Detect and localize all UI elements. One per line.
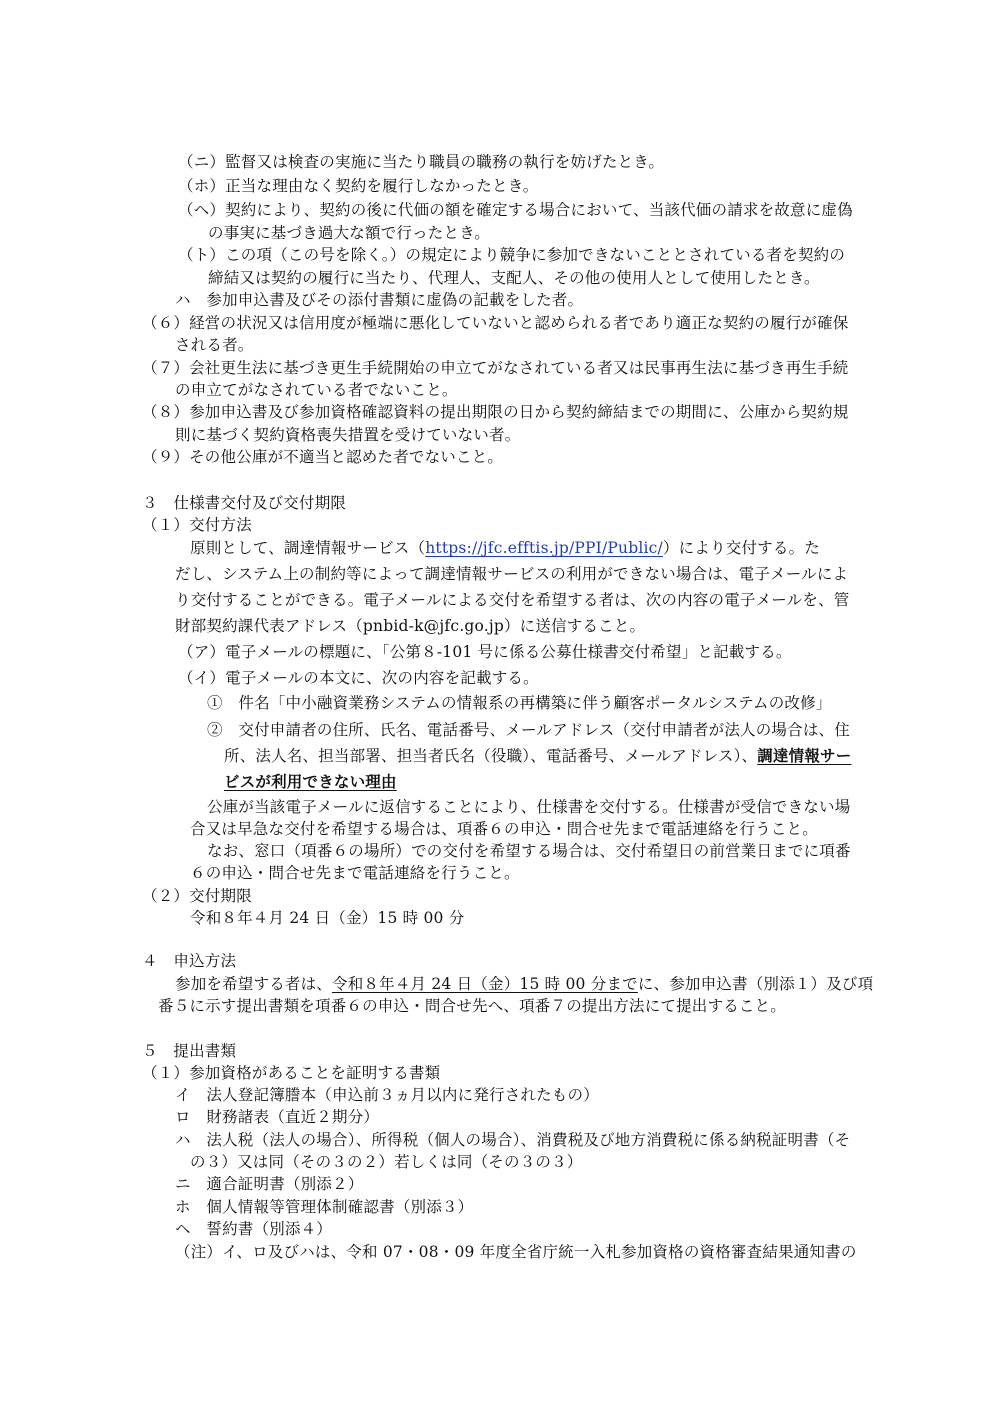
text-line: される者。 — [175, 336, 254, 354]
list-item: ニ 適合証明書（別添２） — [175, 1175, 364, 1193]
text-line: 公庫が当該電子メールに返信することにより、仕様書を交付する。仕様書が受信できない場 — [207, 798, 851, 816]
text-line: （ニ）監督又は検査の実施に当たり職員の職務の執行を妨げたとき。 — [178, 153, 665, 171]
text-line: ハ 参加申込書及びその添付書類に虚偽の記載をした者。 — [175, 291, 584, 309]
text-line: （ヘ）契約により、契約の後に代価の額を確定する場合において、当該代価の請求を故意に虚偽 — [178, 201, 853, 219]
text-line: 合又は早急な交付を希望する場合は、項番６の申込・問合せ先まで電話連絡を行うこと。 — [190, 820, 819, 838]
text-line: （ト）この項（この号を除く。）の規定により競争に参加できないこととされている者を契約の — [178, 246, 846, 264]
text-segment: 参加を希望する者は、 — [175, 975, 333, 993]
text-line — [224, 745, 851, 767]
text-line: だし、システム上の制約等によって調達情報サービスの利用ができない場合は、電子メールによ — [175, 565, 849, 583]
text-line: （８）参加申込書及び参加資格確認資料の提出期限の日から契約締結までの期間に、公庫から契約規 — [142, 403, 849, 421]
text-segment: ）により交付する。た — [662, 539, 820, 557]
text-line — [175, 973, 873, 995]
text-line: ① 件名「中小融資業務システムの情報系の再構築に伴う顧客ポータルシステムの改修」 — [207, 694, 832, 712]
list-item: イ 法人登記簿謄本（申込前３ヵ月以内に発行されたもの） — [175, 1086, 599, 1104]
note-line: （注）イ、ロ及びハは、令和 07・08・09 年度全省庁統一入札参加資格の資格審査結果通知書の — [175, 1243, 857, 1261]
text-line: 締結又は契約の履行に当たり、代理人、支配人、その他の使用人として使用したとき。 — [208, 269, 820, 287]
section-heading: ３ 仕様書交付及び交付期限 — [142, 494, 347, 512]
list-item: ヘ 誓約書（別添４） — [175, 1220, 333, 1238]
text-line: なお、窓口（項番６の場所）での交付を希望する場合は、交付希望日の前営業日までに項番 — [207, 842, 851, 860]
procurement-service-link[interactable]: https://jfc.efftis.jp/PPI/Public/ — [425, 539, 663, 557]
section-heading: ４ 申込方法 — [142, 952, 237, 970]
text-line: （７）会社更生法に基づき更生手続開始の申立てがなされている者又は民事再生法に基づき再生手続 — [142, 359, 849, 377]
underlined-text: ビスが利用できない理由 — [224, 772, 397, 791]
list-item: ハ 法人税（法人の場合）、所得税（個人の場合）、消費税及び地方消費税に係る納税証明書（そ — [175, 1131, 851, 1149]
text-line: （９）その他公庫が不適当と認めた者でないこと。 — [142, 448, 504, 466]
text-line — [190, 537, 820, 559]
text-line: ６の申込・問合せ先まで電話連絡を行うこと。 — [190, 864, 520, 882]
text-line: 令和８年４月 24 日（金）15 時 00 分 — [190, 909, 465, 927]
underlined-text: 令和８年４月 24 日（金）15 時 00 分まで — [332, 975, 638, 993]
text-line: 財部契約課代表アドレス（pnbid-k@jfc.go.jp）に送信すること。 — [175, 617, 646, 635]
text-segment: 所、法人名、担当部署、担当者氏名（役職）、電話番号、メールアドレス）、 — [224, 747, 758, 765]
subsection-heading: （１）交付方法 — [142, 516, 252, 534]
text-line: （ア）電子メールの標題に、「公第８-101 号に係る公募仕様書交付希望」と記載する。 — [178, 643, 792, 661]
underlined-text: 調達情報サー — [757, 746, 852, 765]
section-heading: ５ 提出書類 — [142, 1042, 237, 1060]
subsection-heading: （２）交付期限 — [142, 887, 252, 905]
text-line: 番５に示す提出書類を項番６の申込・問合せ先へ、項番７の提出方法にて提出すること。 — [158, 997, 787, 1015]
subsection-heading: （１）参加資格があることを証明する書類 — [142, 1064, 441, 1082]
text-line: （６）経営の状況又は信用度が極端に悪化していないと認められる者であり適正な契約の履行が確保 — [142, 314, 849, 332]
list-item: ロ 財務諸表（直近２期分） — [175, 1108, 380, 1126]
text-line: （イ）電子メールの本文に、次の内容を記載する。 — [178, 669, 539, 687]
text-line: 則に基づく契約資格喪失措置を受けていない者。 — [175, 426, 521, 444]
text-line: の事実に基づき過大な額で行ったとき。 — [208, 224, 490, 242]
text-line: り交付することができる。電子メールによる交付を希望する者は、次の内容の電子メールを、管 — [175, 591, 850, 609]
text-line: の申立てがなされている者でないこと。 — [175, 381, 458, 399]
text-line: （ホ）正当な理由なく契約を履行しなかったとき。 — [178, 177, 539, 195]
text-segment: に、参加申込書（別添１）及び項 — [637, 975, 874, 993]
text-segment: 原則として、調達情報サービス（ — [190, 539, 426, 557]
list-item: ホ 個人情報等管理体制確認書（別添３） — [175, 1198, 474, 1216]
text-line: ② 交付申請者の住所、氏名、電話番号、メールアドレス（交付申請者が法人の場合は、住 — [207, 721, 850, 739]
text-line: の３）又は同（その３の２）若しくは同（その３の３） — [190, 1153, 583, 1171]
